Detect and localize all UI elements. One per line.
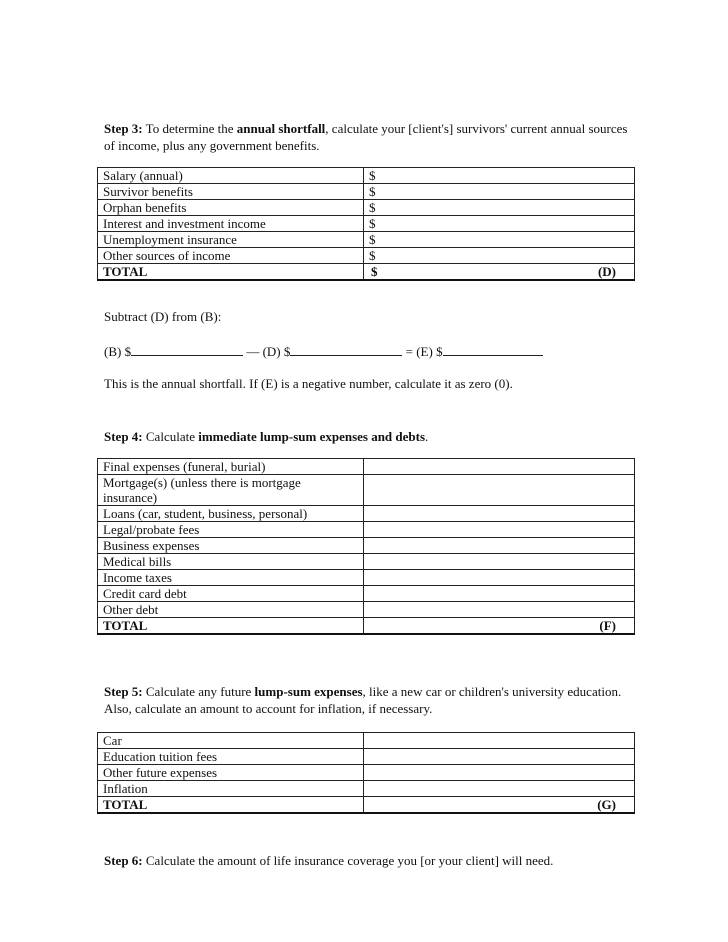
row-amount-field[interactable] xyxy=(364,232,635,248)
row-label: Mortgage(s) (unless there is mortgage insurance) xyxy=(98,475,364,506)
table-row xyxy=(98,506,635,522)
step3-total-code: (D) xyxy=(597,264,616,279)
dollar-sign: $ xyxy=(369,200,376,215)
row-label: Business expenses xyxy=(98,538,364,554)
row-amount-field[interactable] xyxy=(364,781,635,797)
table-row xyxy=(98,570,635,586)
step3-total-value[interactable]: $ (D) xyxy=(364,264,635,281)
table-row xyxy=(98,602,635,618)
row-amount-field[interactable] xyxy=(364,459,635,475)
table-row xyxy=(98,733,635,749)
row-amount-field[interactable] xyxy=(364,554,635,570)
table-row xyxy=(98,554,635,570)
step3-emphasis: annual shortfall xyxy=(236,121,326,136)
step5-total-row xyxy=(98,797,635,814)
row-label: Salary (annual) xyxy=(98,168,364,184)
dollar-sign: $ xyxy=(369,168,376,183)
step4-total-value[interactable] xyxy=(364,618,635,635)
row-label: Unemployment insurance xyxy=(98,232,364,248)
table-row xyxy=(98,200,635,216)
row-amount-field[interactable] xyxy=(364,538,635,554)
table-row xyxy=(98,216,635,232)
row-label: Loans (car, student, business, personal) xyxy=(98,506,364,522)
table-row xyxy=(98,749,635,765)
row-label: Other sources of income xyxy=(98,248,364,264)
row-amount-field[interactable] xyxy=(364,733,635,749)
row-label: Education tuition fees xyxy=(98,749,364,765)
step5-emphasis: lump-sum expenses xyxy=(254,684,363,699)
row-amount-field[interactable] xyxy=(364,522,635,538)
step5-total-label: TOTAL xyxy=(98,797,364,814)
row-label: Car xyxy=(98,733,364,749)
step4-prefix: Step 4: xyxy=(104,429,143,444)
row-label: Medical bills xyxy=(98,554,364,570)
step5-future-expenses-table xyxy=(97,732,635,814)
row-label: Interest and investment income xyxy=(98,216,364,232)
row-amount-field[interactable] xyxy=(364,602,635,618)
table-row xyxy=(98,586,635,602)
row-amount-field[interactable] xyxy=(364,184,635,200)
subtract-equation: (B) $ — (D) $ = (E) $ xyxy=(104,343,543,360)
table-row xyxy=(98,781,635,797)
dollar-sign: $ xyxy=(369,184,376,199)
table-row xyxy=(98,184,635,200)
row-label: Other debt xyxy=(98,602,364,618)
row-label: Credit card debt xyxy=(98,586,364,602)
row-amount-field[interactable] xyxy=(364,216,635,232)
row-label: Legal/probate fees xyxy=(98,522,364,538)
step3-instructions: Step 3: To determine the annual shortfall, calculate your [client's] survivors' current annual sources of income, plus any government benefits. xyxy=(104,121,628,153)
step4-expenses-table xyxy=(97,458,635,635)
row-amount-field[interactable] xyxy=(364,168,635,184)
row-amount-field[interactable] xyxy=(364,506,635,522)
row-amount-field[interactable] xyxy=(364,749,635,765)
step4-total-label: TOTAL xyxy=(98,618,364,635)
row-amount-field[interactable] xyxy=(364,765,635,781)
step5-total-code: (G) xyxy=(597,797,616,812)
step5-total-value[interactable] xyxy=(364,797,635,814)
step6-instructions: Step 6: Calculate the amount of life insurance coverage you [or your client] will need. xyxy=(104,853,554,868)
row-label: Survivor benefits xyxy=(98,184,364,200)
table-row xyxy=(98,522,635,538)
table-row xyxy=(98,248,635,264)
step3-income-table xyxy=(97,167,635,281)
b-amount-blank[interactable] xyxy=(131,343,243,356)
table-row xyxy=(98,168,635,184)
table-row xyxy=(98,538,635,554)
dollar-sign: $ xyxy=(369,248,376,263)
row-label: Income taxes xyxy=(98,570,364,586)
row-amount-field[interactable] xyxy=(364,200,635,216)
step3-prefix: Step 3: xyxy=(104,121,143,136)
e-amount-blank[interactable] xyxy=(443,343,543,356)
dollar-sign: $ xyxy=(369,232,376,247)
subtract-intro: Subtract (D) from (B): xyxy=(104,309,222,324)
step4-instructions: Step 4: Calculate immediate lump-sum expenses and debts. xyxy=(104,429,429,444)
row-label: Orphan benefits xyxy=(98,200,364,216)
step3-total-label: TOTAL xyxy=(98,264,364,281)
table-row xyxy=(98,459,635,475)
step5-instructions: Step 5: Calculate any future lump-sum expenses, like a new car or children's university education. Also, calculate an amount to account for inflation, if necessary. xyxy=(104,684,622,716)
step3-total-row xyxy=(98,264,635,281)
table-row xyxy=(98,232,635,248)
row-amount-field[interactable] xyxy=(364,586,635,602)
row-amount-field[interactable] xyxy=(364,248,635,264)
row-amount-field[interactable] xyxy=(364,570,635,586)
step5-prefix: Step 5: xyxy=(104,684,143,699)
d-amount-blank[interactable] xyxy=(290,343,402,356)
row-amount-field[interactable] xyxy=(364,475,635,506)
row-label: Inflation xyxy=(98,781,364,797)
shortfall-note: This is the annual shortfall. If (E) is a negative number, calculate it as zero (0). xyxy=(104,376,513,391)
step4-total-code: (F) xyxy=(599,618,616,633)
table-row xyxy=(98,475,635,506)
step4-total-row xyxy=(98,618,635,635)
step6-prefix: Step 6: xyxy=(104,853,143,868)
row-label: Final expenses (funeral, burial) xyxy=(98,459,364,475)
step4-emphasis: immediate lump-sum expenses and debts xyxy=(198,429,426,444)
dollar-sign: $ xyxy=(369,216,376,231)
row-label: Other future expenses xyxy=(98,765,364,781)
table-row xyxy=(98,765,635,781)
